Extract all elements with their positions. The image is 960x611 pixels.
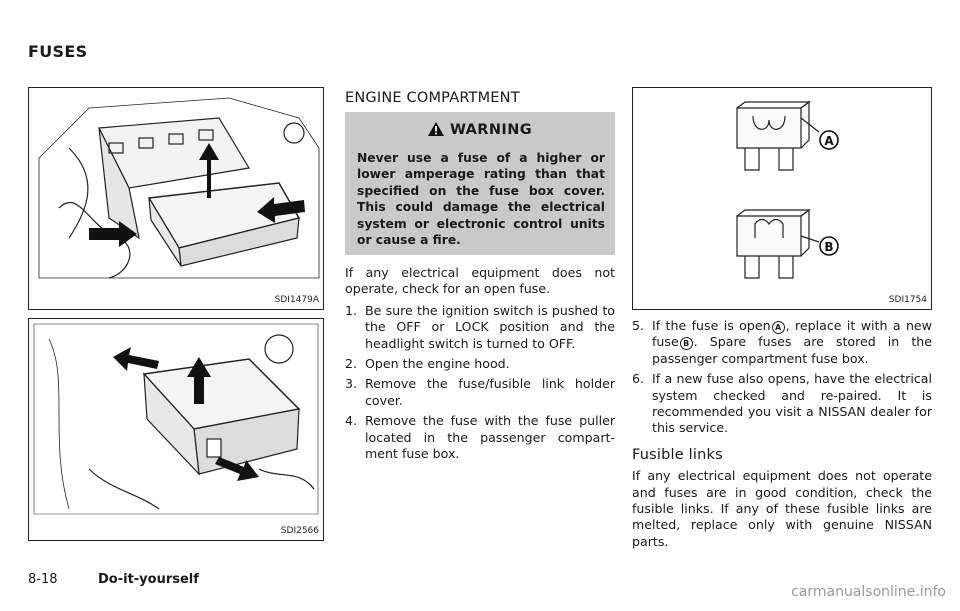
list-item: 2. Open the engine hood. [345,356,510,372]
marker-b-inline: B [680,337,693,350]
list-item: 4. Remove the fuse with the fuse puller located in the passenger compart-ment fuse box. [345,413,615,462]
footer-section-name: Do-it-yourself [98,572,199,587]
warning-triangle-icon [428,122,444,140]
engine-body [345,265,615,466]
steps-list-continued [632,318,932,437]
marker-b: B [824,240,834,254]
illustration-holder-cover [29,319,323,517]
marker-a: A [824,134,834,148]
warning-header [345,122,615,140]
figure-holder-cover [28,318,324,541]
heading-fusible-links: Fusible links [632,446,723,463]
figure-fuses [632,87,932,310]
page-title: FUSES [28,42,88,61]
fusible-paragraph: If any electrical equipment does not operate and fuses are in good condition, check the fusible links. If any of these fusible links are melted, replace only with genuine NISSAN parts. [632,468,932,549]
list-item: 5. If the fuse is open A , replace it with a new fuse B . Spare fuses are stored in the passenger compartment fuse box. [632,318,932,366]
figure-label: SDI1479A [274,295,319,305]
list-item: 6. If a new fuse also opens, have the electrical system checked and re-paired. It is recommended you visit a NISSAN dealer for this service. [632,371,932,436]
watermark: carmanualsonline.info [791,584,946,600]
figure-label: SDI1754 [888,295,927,305]
heading-engine-compartment: ENGINE COMPARTMENT [345,90,520,106]
figure-fuse-box-cover [28,87,324,310]
illustration-fuses [633,88,931,288]
list-item: 1. Be sure the ignition switch is pushed to the OFF or LOCK position and the headlight switch is turned to OFF. [345,302,615,351]
warning-box [345,112,615,255]
intro-paragraph: If any electrical equipment does not operate, check for an open fuse. [345,265,615,297]
page-number: 8-18 [28,572,58,587]
warning-title: WARNING [449,122,533,138]
warning-text: Never use a fuse of a higher or lower amperage rating than that specified on the fuse box cover. This could damage the electrical system or electronic control units or cause a fire. [357,151,605,248]
figure-label: SDI2566 [280,526,319,536]
list-item: 3. Remove the fuse/fusible link holder cover. [345,376,615,408]
steps-list [345,303,615,463]
marker-a-inline: A [772,321,785,334]
illustration-engine-bay [29,88,323,286]
right-body [632,318,932,550]
